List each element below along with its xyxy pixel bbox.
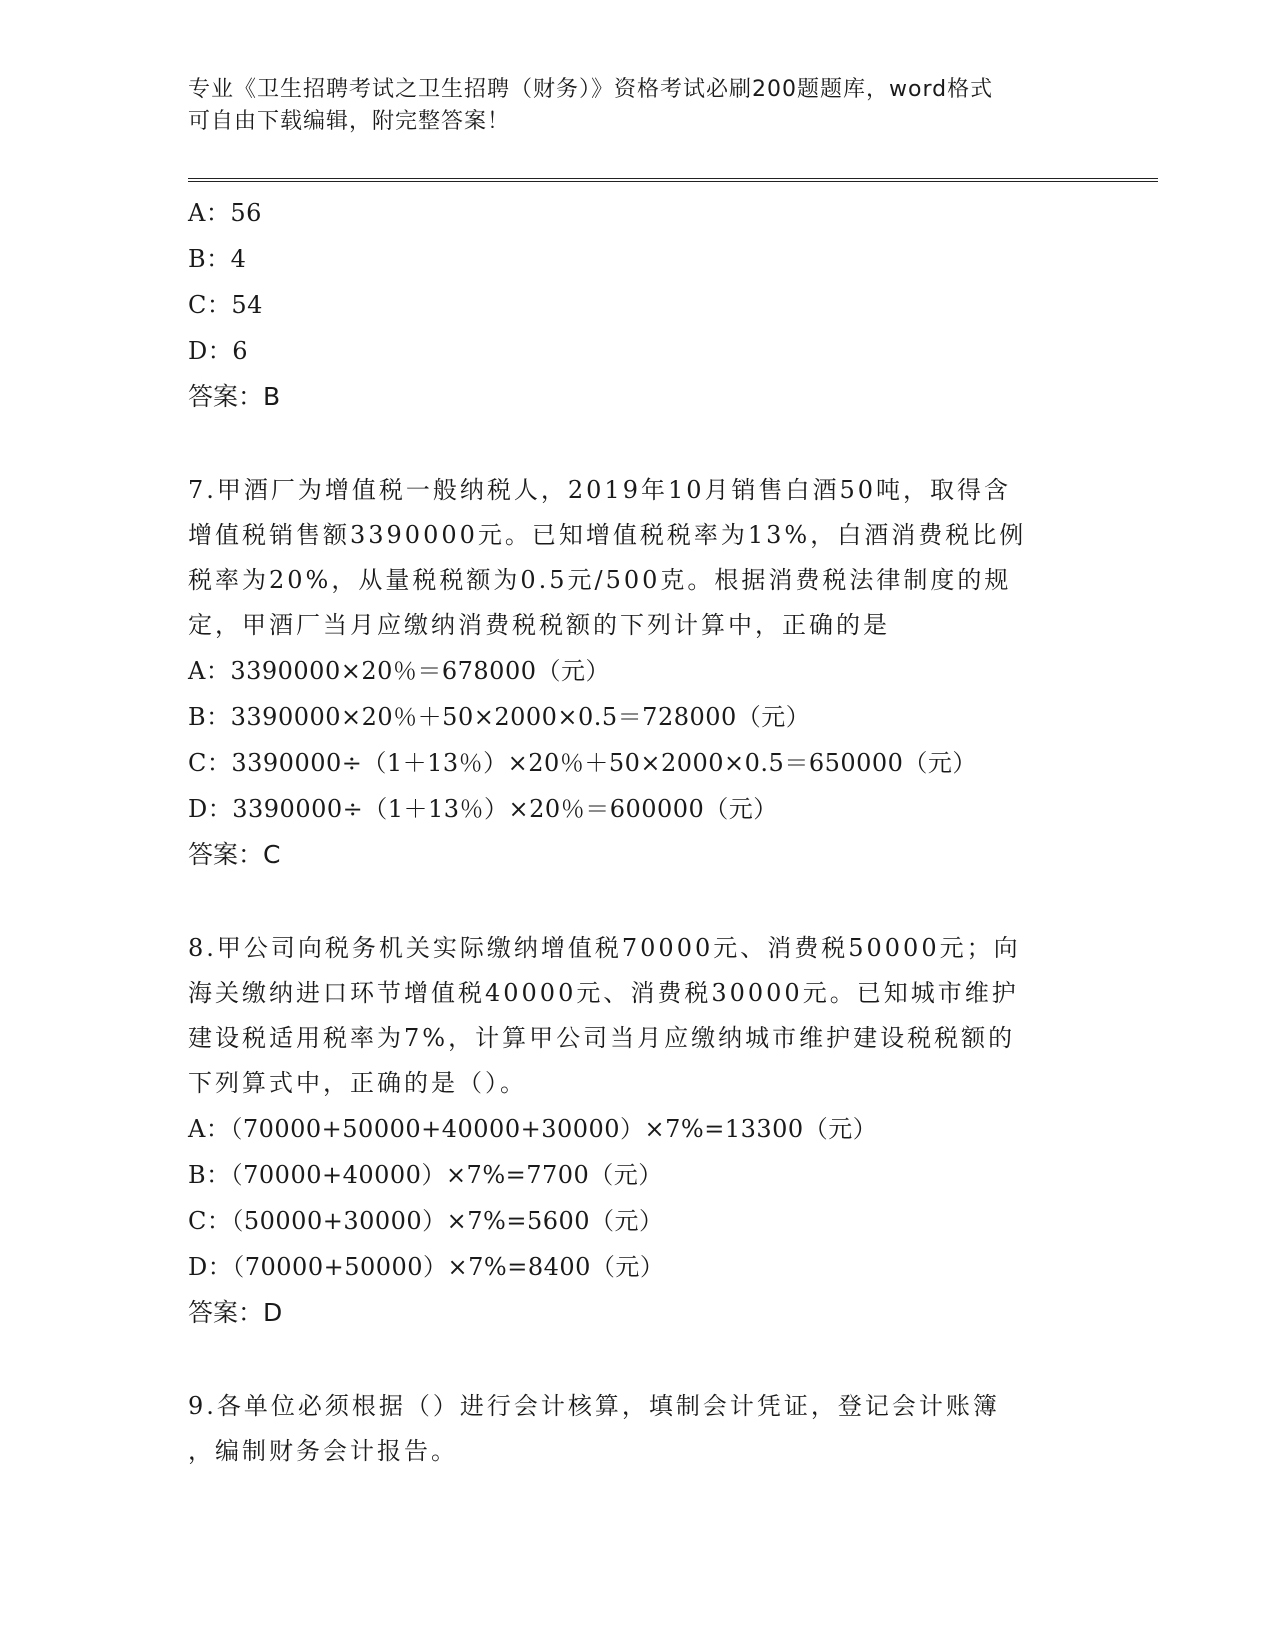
option-b: B：3390000×20％＋50×2000×0.5＝728000（元） (188, 703, 811, 731)
question-stem (188, 1384, 1088, 1474)
question-7 (188, 468, 1088, 878)
header-title-line-1: 专业《卫生招聘考试之卫生招聘（财务）》资格考试必刷200题题库，word格式 (188, 77, 994, 102)
stem-line: 7.甲酒厂为增值税一般纳税人，2019年10月销售白酒50吨，取得含 (188, 476, 1012, 504)
answer-line: 答案：D (188, 1298, 283, 1327)
option-b: B：4 (188, 245, 247, 273)
question-6-options (188, 190, 1088, 420)
option-d: D：（70000+50000）×7%=8400（元） (188, 1253, 665, 1281)
question-stem (188, 468, 1088, 648)
stem-line: 9.各单位必须根据（）进行会计核算，填制会计凭证，登记会计账簿 (188, 1392, 1000, 1420)
option-a: A：（70000+50000+40000+30000）×7%=13300（元） (188, 1115, 878, 1143)
stem-line: 建设税适用税率为7%，计算甲公司当月应缴纳城市维护建设税税额的 (188, 1024, 1016, 1052)
page-header (188, 74, 1088, 138)
option-c: C：（50000+30000）×7%=5600（元） (188, 1207, 664, 1235)
answer-line: 答案：B (188, 382, 281, 411)
answer-line: 答案：C (188, 840, 281, 869)
stem-line: 税率为20%，从量税税额为0.5元/500克。根据消费税法律制度的规 (188, 566, 1012, 594)
question-8 (188, 926, 1088, 1336)
question-stem (188, 926, 1088, 1106)
stem-line: 增值税销售额3390000元。已知增值税税率为13%，白酒消费税比例 (188, 521, 1027, 549)
stem-line: ，编制财务会计报告。 (188, 1437, 458, 1465)
option-b: B：（70000+40000）×7%=7700（元） (188, 1161, 663, 1189)
option-c: C：3390000÷（1＋13％）×20％＋50×2000×0.5＝650000（元） (188, 749, 977, 777)
stem-line: 下列算式中，正确的是（）。 (188, 1069, 527, 1097)
stem-line: 定，甲酒厂当月应缴纳消费税税额的下列计算中，正确的是 (188, 611, 890, 639)
option-a: A：56 (188, 199, 262, 227)
option-d: D：6 (188, 337, 249, 365)
option-a: A：3390000×20％＝678000（元） (188, 657, 610, 685)
option-d: D：3390000÷（1＋13％）×20％＝600000（元） (188, 795, 778, 823)
stem-line: 海关缴纳进口环节增值税40000元、消费税30000元。已知城市维护 (188, 979, 1019, 1007)
question-9 (188, 1384, 1088, 1474)
stem-line: 8.甲公司向税务机关实际缴纳增值税70000元、消费税50000元；向 (188, 934, 1021, 962)
document-body (188, 190, 1088, 1474)
header-divider (188, 178, 1158, 182)
header-title-line-2: 可自由下载编辑，附完整答案！ (188, 109, 511, 134)
option-c: C：54 (188, 291, 263, 319)
